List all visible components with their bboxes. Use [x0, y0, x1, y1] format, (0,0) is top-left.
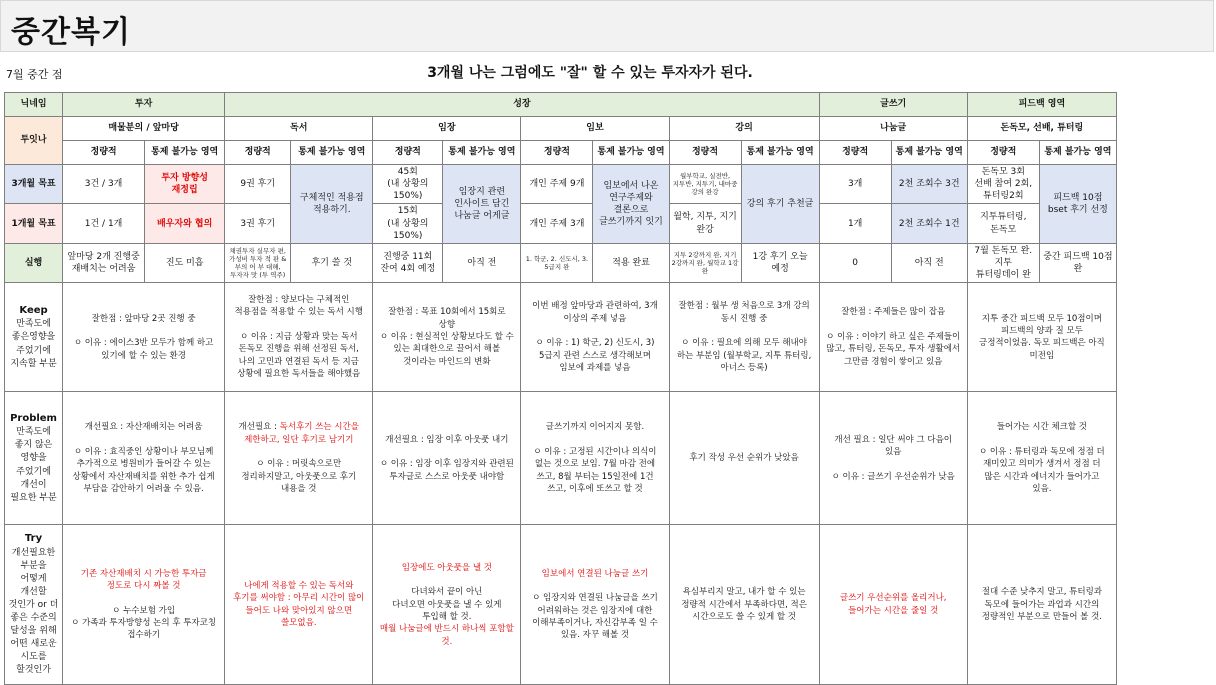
problem-reading-lead: 개선필요 :: [238, 422, 280, 433]
problem-feedback: 들어가는 시간 체크할 것 ㅇ 이유 : 튜터링과 독모에 정점 더 재미있고 의미가 생겨서 정점 더 많은 시간과 에너지가 들어가고 있음.: [967, 392, 1116, 525]
goal3-sharing-quant: 3개: [819, 165, 891, 204]
page-title: 중간복기: [11, 15, 131, 50]
exec-invest-quant: 앞마당 2개 진행중 재배치는 어려움: [63, 243, 145, 282]
try-description: 개선필요한 부분을 어떻게 개선할 것인가 or 더 좋은 수준의 달성을 위해 어떤 새로운 시도를 할것인가: [8, 547, 59, 676]
qual-header: 통제 불가능 영역: [593, 141, 669, 165]
category-invest: 투자: [63, 93, 225, 117]
goal1-invest-quant: 1건 / 1개: [63, 204, 145, 243]
goal3-reading-quant: 9권 후기: [225, 165, 291, 204]
goal3-feedback-qual: 피드백 10점 bset 후기 선정: [1039, 165, 1116, 244]
row-label-exec: 실행: [5, 243, 63, 282]
quant-header: 정량적: [819, 141, 891, 165]
exec-imbo-qual: 적용 완료: [593, 243, 669, 282]
goal3-reading-qual: 구체적인 적용점 적용하기.: [291, 165, 373, 244]
row-label-goal3: 3개월 목표: [5, 165, 63, 204]
goal3-imbo-qual: 임보에서 나온 연구주제와 결론으로 글쓰기까지 잇기: [593, 165, 669, 244]
problem-imbo: 글쓰기까지 이어지지 못함. ㅇ 이유 : 고정된 시간이나 의식이 없는 것으로 보임. 7월 마감 전에 쓰고, 8월 부터는 15일전에 1건 쓰고, 이후에 또쓰고 할 것: [521, 392, 669, 525]
qual-header: 통제 불가능 영역: [443, 141, 521, 165]
goal3-entry-qual: 임장지 관련 인사이트 담긴 나눔글 어게글: [443, 165, 521, 244]
try-imbo-detail: ㅇ 임장지와 연결된 나눔글을 쓰기 어려워하는 것은 임장지에 대한 이해부족이거나, 자신감부족 일 수 있음. 자꾸 해볼 것: [532, 593, 658, 641]
review-table: [4, 92, 1117, 685]
goal3-invest-qual: 투자 방향성 재정립: [145, 165, 225, 204]
goal3-entry-quant: 45회 (내 상황의 150%): [373, 165, 443, 204]
keep-entry: 잘한점 : 목표 10회에서 15회로 상향 ㅇ 이유 : 현실적인 상황보다도 할 수 있는 최대한으로 끌어서 해볼 것이라는 마인드의 변화: [373, 283, 521, 392]
goal3-sharing-qual: 2천 조회수 3건: [891, 165, 967, 204]
quant-header: 정량적: [373, 141, 443, 165]
exec-reading-quant: 채권투자 실무자 편, 가성비 투자 적 판 & 부의 어 부 대해, 투자자 맛 (투 역주): [225, 243, 291, 282]
try-entry-detail: 다녀와서 끝이 아닌 다녀오면 아웃풋을 낼 수 있게 투입해 할 것.: [392, 587, 502, 622]
quant-header: 정량적: [967, 141, 1039, 165]
keep-sharing: 잘한점 : 주제들은 많이 잡음 ㅇ 이유 : 이야기 하고 싶은 주제들이 많고, 튜터링, 돈독모, 투자 생활에서 그만큼 경험이 쌓이고 있음: [819, 283, 967, 392]
keep-imbo: 이번 배정 앞마당과 관련하여, 3개 이상의 주제 넣음 ㅇ 이유 : 1) 학군, 2) 신도시, 3) 5급지 관련 스스로 생각해보며 임보에 과제를 넣음: [521, 283, 669, 392]
try-lecture: 욕심부리지 말고, 내가 할 수 있는 정량적 시간에서 부족하다면, 적은 시간으로도 쓸 수 있게 할 것: [669, 525, 819, 685]
row-label-keep: [5, 283, 63, 392]
try-invest-highlight: 기존 자산재배치 시 가능한 투자금 정도로 다시 짜볼 것: [80, 568, 207, 592]
try-reading: 나에게 적용할 수 있는 독서와 후기를 써야함 : 아무리 시간이 많이 들어도 나와 맞아있지 않으면 쓸모없음.: [225, 525, 373, 685]
try-entry-highlight-2: 매월 나눔글에 반드시 하나씩 포함할 것.: [379, 624, 514, 647]
keep-invest: 잘한점 : 앞마당 2곳 진행 중 ㅇ 이유 : 에이스3반 모두가 함께 하고 있기에 할 수 있는 환경: [63, 283, 225, 392]
try-sharing: 글쓰기 우선순위를 올리거나, 들어가는 시간을 줄일 것: [819, 525, 967, 685]
category-growth: 성장: [225, 93, 819, 117]
quant-header: 정량적: [225, 141, 291, 165]
try-invest: [63, 525, 225, 685]
qual-header: 통제 불가능 영역: [891, 141, 967, 165]
problem-sharing: 개선 필요 : 일단 써야 그 다음이 있음 ㅇ 이유 : 글쓰기 우선순위가 낮음: [819, 392, 967, 525]
row-label-problem: [5, 392, 63, 525]
keep-title: Keep: [19, 304, 48, 316]
sub-lecture: 강의: [669, 117, 819, 141]
headline: 3개월 나는 그럼에도 "잘" 할 수 있는 투자자가 된다.: [427, 65, 753, 81]
exec-sharing-quant: 0: [819, 243, 891, 282]
qual-header: 통제 불가능 영역: [741, 141, 819, 165]
sub-imbo: 임보: [521, 117, 669, 141]
problem-invest: 개선필요 : 자산재배치는 어려움 ㅇ 이유 : 효직중인 상황이나 부모님께 추가적으로 병원비가 들어갈 수 있는 상황에서 자산재배치를 위한 추가 쉽게 부담을 감안하기 어려울 수 있음.: [63, 392, 225, 525]
exec-sharing-qual: 아직 전: [891, 243, 967, 282]
exec-feedback-qual: 중간 피드백 10점 완: [1039, 243, 1116, 282]
exec-entry-quant: 진행중 11회 잔여 4회 예정: [373, 243, 443, 282]
row-label-goal1: 1개월 목표: [5, 204, 63, 243]
keep-reading: 잘한점 : 양보다는 구체적인 적용점을 적용할 수 있는 독서 시행 ㅇ 이유 : 지금 상황과 맞는 독서 돈독모 진행을 위해 선정된 독서, 나의 고민과 연결된 독서 등 지금 상황에 필요한 독서들을 해야했음: [225, 283, 373, 392]
nickname-value: 투잇나: [5, 117, 63, 165]
qual-header: 통제 불가능 영역: [291, 141, 373, 165]
try-title: Try: [24, 533, 43, 545]
quant-header: 정량적: [669, 141, 741, 165]
qual-header: 통제 불가능 영역: [1039, 141, 1116, 165]
goal3-lecture-quant: 월부학교, 실전반, 지투반, 지투기, 내마중 강의 완강: [669, 165, 741, 204]
goal1-lecture-quant: 월학, 지투, 지기 완강: [669, 204, 741, 243]
problem-reading-highlight: 독서후기 쓰는 시간을 제한하고, 일단 후기로 남기기: [244, 422, 359, 445]
exec-reading-qual: 후기 쓸 것: [291, 243, 373, 282]
goal1-invest-qual: 배우자와 협의: [145, 204, 225, 243]
goal3-invest-quant: 3건 / 3개: [63, 165, 145, 204]
qual-header: 통제 불가능 영역: [145, 141, 225, 165]
problem-entry: 개선필요 : 임장 이후 아웃풋 내기 ㅇ 이유 : 임장 이후 임장지와 관련된 투자글로 스스로 아웃풋 내야함: [373, 392, 521, 525]
period-label: 7월 중간 점: [6, 68, 63, 81]
title-bar: [0, 0, 1214, 52]
sub-reading: 독서: [225, 117, 373, 141]
quant-header: 정량적: [63, 141, 145, 165]
problem-title: Problem: [10, 412, 57, 424]
exec-feedback-quant: 7월 돈독모 완. 지투 튜터링데이 완: [967, 243, 1039, 282]
keep-description: 만족도에 좋은영향을 주었기에 지속할 부분: [10, 319, 57, 369]
exec-imbo-quant: 1. 학군, 2. 신도시, 3. 5급지 완: [521, 243, 593, 282]
problem-reading: [225, 392, 373, 525]
quant-header: 정량적: [521, 141, 593, 165]
exec-entry-qual: 아직 전: [443, 243, 521, 282]
goal1-feedback-quant: 지투튜터링, 돈독모: [967, 204, 1039, 243]
try-imbo-highlight: 임보에서 연결된 나눔글 쓰기: [541, 568, 649, 579]
try-imbo: [521, 525, 669, 685]
keep-lecture: 잘한점 : 월부 생 처음으로 3개 강의 동시 진행 중 ㅇ 이유 : 필요에 의해 모두 해내야 하는 부분임 (월부학교, 지투 튜터링, 아너스 등록): [669, 283, 819, 392]
goal3-imbo-quant: 개인 주제 9개: [521, 165, 593, 204]
try-entry-highlight: 임장에도 아웃풋을 낼 것: [401, 562, 492, 573]
sub-entry: 임장: [373, 117, 521, 141]
exec-lecture-qual: 1강 후기 오늘 예정: [741, 243, 819, 282]
try-feedback: 절대 수준 낮추지 말고, 튜터링과 독모에 들어가는 과업과 시간의 정량적인 부분으로 만들어 볼 것.: [967, 525, 1116, 685]
goal3-lecture-qual: 강의 후기 추천글: [741, 165, 819, 244]
category-writing: 글쓰기: [819, 93, 967, 117]
goal1-imbo-quant: 개인 주제 3개: [521, 204, 593, 243]
goal1-reading-quant: 3권 후기: [225, 204, 291, 243]
keep-feedback: 지투 중간 피드백 모두 10점이며 피드백의 양과 질 모두 긍정적이었음. 독모 피드백은 아직 미전임: [967, 283, 1116, 392]
goal3-feedback-quant: 돈독모 3회 선배 참여 2회, 튜터링2회: [967, 165, 1039, 204]
sub-sharing: 나눔글: [819, 117, 967, 141]
problem-description: 만족도에 좋지 않은 영향을 주었기에 개선이 필요한 부분: [10, 427, 57, 503]
exec-lecture-quant: 지투 2강까지 완, 지기 2강까지 완, 월학교 1강 완: [669, 243, 741, 282]
nickname-header: 닉네임: [5, 93, 63, 117]
sub-invest: 매물분의 / 앞마당: [63, 117, 225, 141]
sub-feedback: 돈독모, 선배, 튜터링: [967, 117, 1116, 141]
problem-lecture: 후기 작성 우선 순위가 낮았음: [669, 392, 819, 525]
row-label-try: [5, 525, 63, 685]
goal1-sharing-quant: 1개: [819, 204, 891, 243]
exec-invest-qual: 진도 미흡: [145, 243, 225, 282]
try-invest-actions: ㅇ 누수보험 가입 ㅇ 가족과 투자방향성 논의 후 투자코칭 접수하기: [71, 605, 217, 641]
goal1-sharing-qual: 2천 조회수 1건: [891, 204, 967, 243]
goal1-entry-quant: 15회 (내 상황의 150%): [373, 204, 443, 243]
problem-reading-reason: ㅇ 이유 : 머릿속으로만 정리하지말고, 아웃풋으로 후기 내용을 것: [241, 459, 357, 494]
try-entry: [373, 525, 521, 685]
category-feedback: 피드백 영역: [967, 93, 1116, 117]
